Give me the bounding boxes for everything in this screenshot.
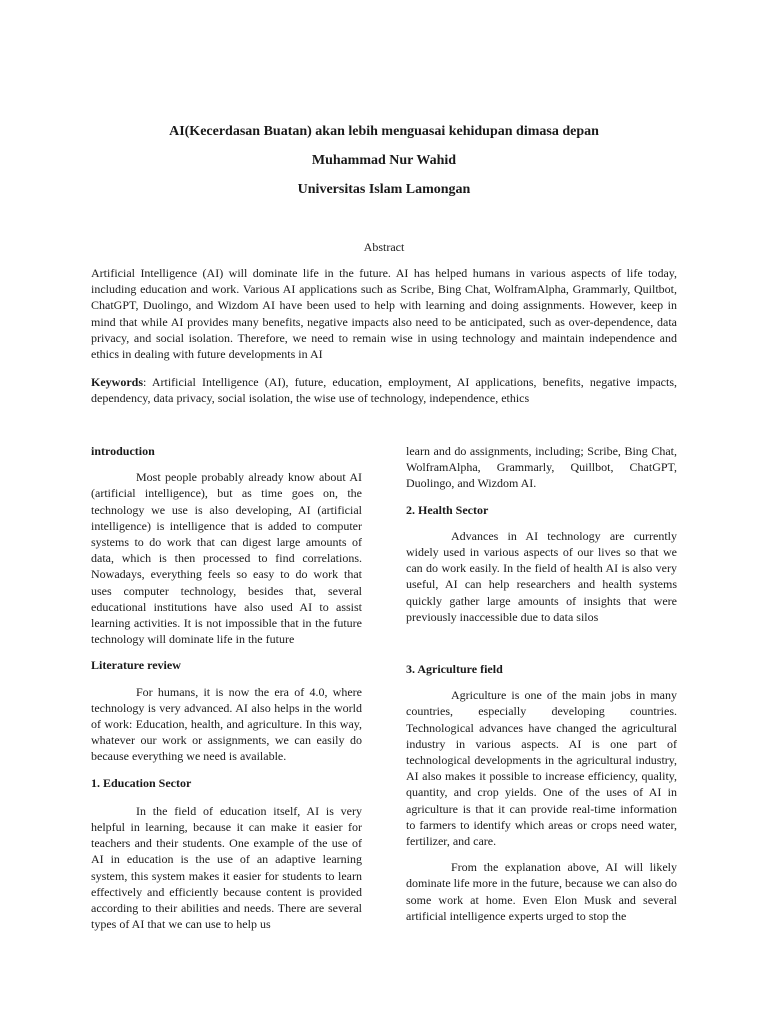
keywords-text: : Artificial Intelligence (AI), future, education, employment, AI applications, benefits, negative impacts, dependency, data privacy, social isolation, the wise use of technology, independence, ethics (91, 375, 677, 406)
agriculture-field-paragraph: Agriculture is one of the main jobs in many countries, especially developing countries. Technological advances have changed the agricultural industry in various aspects. AI is one part of technological developments in the agricultural industry, AI also makes it possible to increase efficiency, quality, quantity, and crop yields. One of the uses of AI in agriculture is that it can provide real-time information to farmers to identify which areas or crops need water, fertilizer, and care. (406, 688, 677, 849)
affiliation: Universitas Islam Lamongan (297, 182, 471, 197)
education-continuation-paragraph: learn and do assignments, including; Scribe, Bing Chat, WolframAlpha, Grammarly, Quillbot, ChatGPT, Duolingo, and Wizdom AI. (406, 444, 677, 491)
paper-title: AI(Kecerdasan Buatan) akan lebih menguasai kehidupan dimasa depan (169, 124, 599, 139)
education-sector-heading: 1. Education Sector (91, 775, 192, 790)
health-sector-paragraph: Advances in AI technology are currently widely used in various aspects of our lives so that we can do work easily. In the field of health AI is also very useful, AI can help researchers and health systems quickly gather large amounts of insights that were previously inaccessible due to data silos (406, 528, 677, 624)
keywords (91, 374, 677, 406)
conclusion-paragraph: From the explanation above, AI will likely dominate life more in the future, because we can also do some work at home. Even Elon Musk and several artificial intelligence experts urged to stop the (406, 860, 677, 923)
literature-review-paragraph: For humans, it is now the era of 4.0, where technology is very advanced. AI also helps in the world of work: Education, health, and agriculture. In this way, whatever our work or assignments, we can easily do because everything we need is available. (91, 684, 362, 764)
introduction-heading: introduction (91, 444, 155, 458)
literature-review-heading: Literature review (91, 658, 181, 673)
education-sector-paragraph: In the field of education itself, AI is very helpful in learning, because it can make it easier for teachers and their students. One example of the use of AI in education is the use of an adaptive learning system, this system makes it easier for students to learn effectively and efficiently because content is provided according to their abilities and needs. There are several types of AI that we can use to help us (91, 803, 362, 932)
introduction-paragraph: Most people probably already know about AI (artificial intelligence), but as time goes on, the technology we use is also developing, AI (artificial intelligence) is intelligence that is added to computer systems to do work that can digest large amounts of data, which is then processed to find correlations. Nowadays, everything feels so easy to do work that uses computer technology, besides that, several educational institutions have also used AI to assist learning activities. It is not impossible that in the future technology will dominate life in the future (91, 470, 362, 647)
health-sector-heading: 2. Health Sector (406, 502, 489, 517)
left-column (91, 443, 362, 932)
abstract-body: Artificial Intelligence (AI) will dominate life in the future. AI has helped humans in various aspects of life today, including education and work. Various AI applications such as Scribe, Bing Chat, WolframAlpha, Grammarly, Quiltbot, ChatGPT, Duolingo, and Wizdom AI have been used to help with learning and doing assignments. However, keep in mind that while AI provides many benefits, negative impacts also need to be anticipated, such as over-dependence, data privacy, and social isolation. Therefore, we need to remain wise in using technology and maintain independence and ethics in dealing with future developments in AI (91, 266, 677, 362)
agriculture-field-heading: 3. Agriculture field (406, 662, 503, 677)
author-name: Muhammad Nur Wahid (311, 153, 457, 168)
right-column (406, 443, 677, 924)
abstract-heading: Abstract (363, 240, 405, 254)
keywords-label: Keywords (91, 375, 143, 389)
